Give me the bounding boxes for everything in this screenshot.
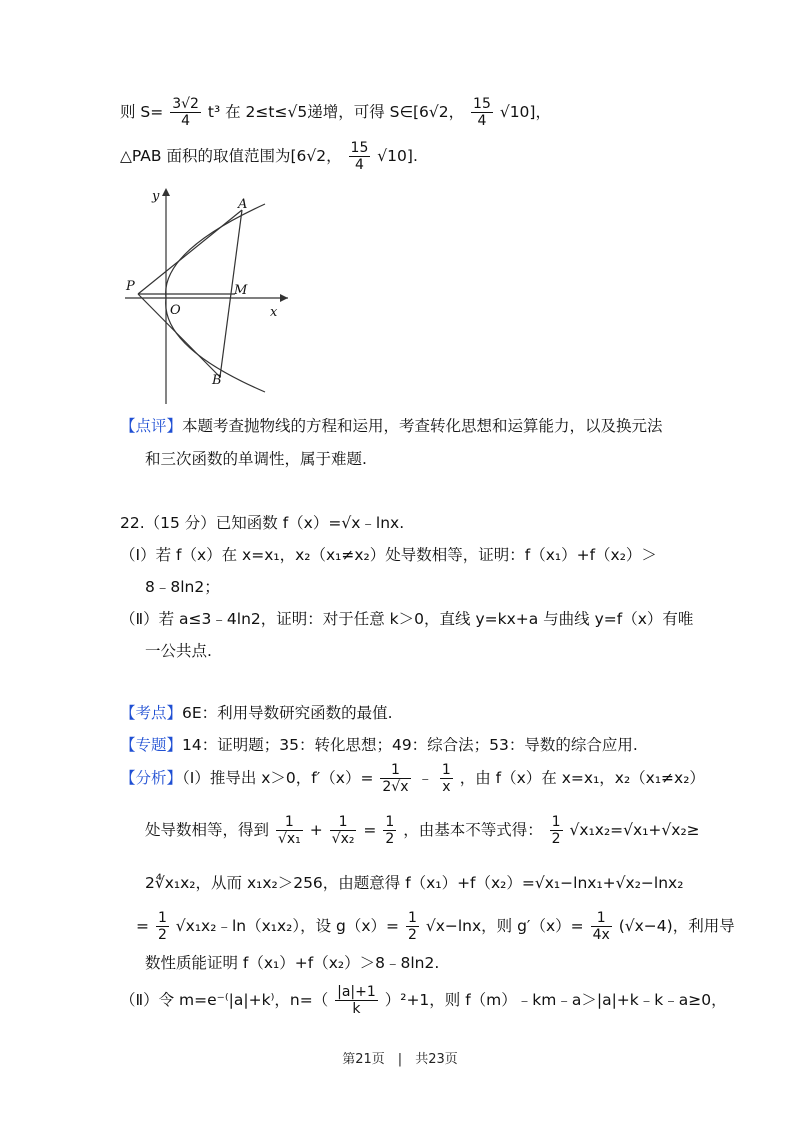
fraction [335,984,378,1017]
fraction [406,910,419,943]
text: 8﹣8ln2； [145,578,220,596]
text: 14：证明题；35：转化思想；49：综合法；53：导数的综合应用. [182,736,638,754]
x-arrow [280,294,288,302]
numerator: 15 [473,96,491,112]
text: （Ⅰ）若 f（x）在 x=x₁，x₂（x₁≠x₂）处导数相等，证明：f（x₁）+f（x₂）＞ [120,546,657,564]
parabola-diagram [120,182,300,407]
label-P: P [126,279,135,294]
topic-line [120,732,638,758]
key-point-tag: 【考点】 [120,704,183,722]
topic-tag: 【专题】 [120,736,183,754]
review-tag: 【点评】 [120,417,183,435]
fraction [170,96,201,129]
fraction [380,762,410,795]
question-22-part1 [120,542,657,568]
question-22-part1-cont [145,574,220,600]
denominator: 2 [407,927,417,943]
text: 本题考查抛物线的方程和运用，考查转化思想和运算能力，以及换元法 [182,417,663,435]
text: ，由基本不等式得： [403,821,543,839]
text: 则 S= [120,103,164,121]
text: 22.（15 分）已知函数 f（x）=√x﹣lnx. [120,514,405,532]
fraction [591,910,612,943]
review-line-2 [145,446,367,472]
label-O: O [170,303,181,318]
analysis-line-2 [145,814,700,847]
fraction [550,814,563,847]
text: 6E：利用导数研究函数的最值. [182,704,393,722]
numerator: 1 [551,814,561,830]
page-footer: 第21页 | 共23页 [342,1052,458,1067]
key-point-line [120,700,393,726]
text: √x₁x₂=√x₁+√x₂≥ [569,821,700,839]
question-22-part2-cont [145,638,212,664]
text: t³ 在 2≤t≤√5递增，可得 S∈[6√2， [207,103,465,121]
fraction [349,140,371,173]
numerator: 1 [385,814,395,830]
numerator: 1 [276,814,303,831]
denominator: 4x [592,927,610,943]
label-B: B [212,373,222,388]
denominator: 2 [157,927,167,943]
analysis-line-6 [120,984,727,1017]
solution-line-1 [120,96,551,129]
text: （Ⅱ）若 a≤3﹣4ln2，证明：对于任意 k＞0，直线 y=kx+a 与曲线 y=f（x）有唯 [120,610,694,628]
text: △PAB 面积的取值范围为[6√2， [120,147,342,165]
numerator: 1 [441,762,451,778]
text: √10]， [499,103,551,121]
text: 数性质能证明 f（x₁）+f（x₂）＞8﹣8ln2. [145,954,440,972]
text: ）²+1，则 f（m）﹣km﹣a＞|a|+k﹣k﹣a≥0， [384,991,727,1009]
text: (√x−4)，利用导 [618,917,735,935]
numerator: 1 [380,762,410,779]
denominator: √x₁ [277,831,301,847]
analysis-line-5 [145,950,439,976]
label-A: A [238,197,248,212]
denominator: 4 [181,113,191,129]
analysis-line-4 [136,910,735,943]
denominator: 2 [551,831,561,847]
label-x: x [270,305,278,320]
numerator: 15 [350,140,369,156]
analysis-tag: 【分析】 [120,769,183,787]
numerator: 1 [407,910,417,926]
fraction [276,814,303,847]
text: 一公共点. [145,642,212,660]
fraction [471,96,493,129]
text: （Ⅰ）推导出 x＞0，f′（x）= [182,769,374,787]
question-22-title [120,510,404,536]
fraction [330,814,357,847]
solution-line-2 [120,140,418,173]
text: √x₁x₂﹣ln（x₁x₂），设 g（x）= [175,917,400,935]
text: 2∜x₁x₂，从而 x₁x₂＞256，由题意得 f（x₁）+f（x₂）=√x₁−lnx₁+√x₂−lnx₂ [145,874,684,892]
denominator: k [352,1001,361,1017]
numerator: 1 [591,910,612,927]
denominator: x [442,779,451,795]
text: = [363,821,377,839]
denominator: 2√x [382,779,409,795]
denominator: 2 [385,831,395,847]
text: 和三次函数的单调性，属于难题. [145,450,367,468]
text: √10]. [377,147,418,165]
y-arrow [162,188,170,196]
label-y: y [152,189,160,204]
tangent-PA [138,210,242,294]
analysis-line-1 [120,762,705,795]
analysis-line-3 [145,870,683,896]
text: √x−lnx，则 g′（x）= [425,917,584,935]
fraction [440,762,453,795]
review-line-1 [120,413,663,439]
text: 处导数相等，得到 [145,821,270,839]
label-M: M [234,283,248,298]
denominator: 4 [354,157,364,173]
text: （Ⅱ）令 m=e⁻⁽|a|+k⁾，n=（ [120,991,329,1009]
numerator: 1 [330,814,357,831]
denominator: 4 [477,113,487,129]
fraction [383,814,396,847]
denominator: √x₂ [331,831,355,847]
numerator: |a|+1 [337,984,376,1000]
text: = [136,917,149,935]
text: ，由 f（x）在 x=x₁，x₂（x₁≠x₂） [459,769,705,787]
text: ﹣ [417,769,433,787]
text: + [309,821,323,839]
fraction [156,910,169,943]
question-22-part2 [120,606,693,632]
numerator: 1 [157,910,167,926]
numerator: 3√2 [172,96,199,112]
